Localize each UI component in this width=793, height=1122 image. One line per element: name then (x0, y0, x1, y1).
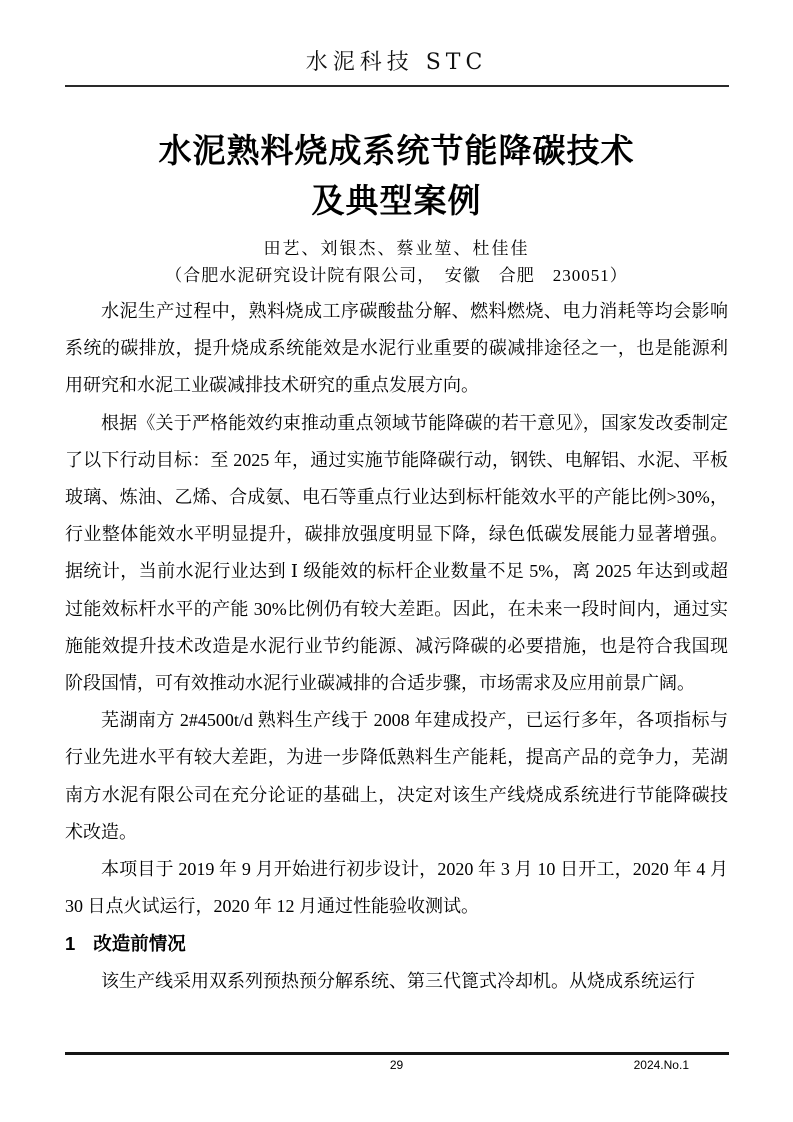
body-paragraph: 该生产线采用双系列预热预分解系统、第三代篦式冷却机。从烧成系统运行 (101, 970, 695, 991)
body-paragraph: 本项目于 2019 年 9 月开始进行初步设计，2020 年 3 月 10 日开工，2020 年 4 月 30 日点火试运行，2020 年 12 月通过性能验收测试。 (65, 859, 728, 917)
affiliation: （合肥水泥研究设计院有限公司， 安徽 合肥 230051） (165, 266, 628, 285)
section-heading-1 (65, 925, 728, 962)
article-title (0, 126, 793, 226)
footer-rule (65, 1052, 729, 1055)
authors: 田艺、刘银杰、蔡业堃、杜佳佳 (263, 239, 530, 258)
article-title-line2: 及典型案例 (311, 182, 482, 219)
body-paragraph: 芜湖南方 2#4500t/d 熟料生产线于 2008 年建成投产，已运行多年，各项指标与行业先进水平有较大差距，为进一步降低熟料生产能耗，提高产品的竞争力，芜湖南方水泥有限公司在充分论证的基础上，决定对该生产线烧成系统进行节能降碳技术改造。 (65, 710, 728, 842)
footer-issue-label: 2024.No.1 (633, 1058, 689, 1072)
journal-header-title: 水泥科技 STC (305, 50, 488, 75)
section-number: 1 (65, 933, 76, 955)
section-title: 改造前情况 (93, 933, 186, 955)
footer-page-number: 29 (389, 1058, 404, 1072)
article-body (65, 293, 728, 1000)
body-paragraph: 根据《关于严格能效约束推动重点领域节能降碳的若干意见》，国家发改委制定了以下行动目标：至 2025 年，通过实施节能降碳行动，钢铁、电解铝、水泥、平板玻璃、炼油、乙烯、合成氨、电石等重点行业达到标杆能效水平的产能比例>30%，行业整体能效水平明显提升，碳排放强度明显下降，绿色低碳发展能力显著增强。据统计，当前水泥行业达到 Ⅰ 级能效的标杆企业数量不足 5%，离 2025 年达到或超过能效标杆水平的产能 30%比例仍有较大差距。因此，在未来一段时间内，通过实施能效提升技术改造是水泥行业节约能源、减污降碳的必要措施，也是符合我国现阶段国情，可有效推动水泥行业碳减排的合适步骤，市场需求及应用前景广阔。 (65, 412, 728, 694)
header-rule (65, 85, 729, 87)
article-title-line1: 水泥熟料烧成系统节能降碳技术 (158, 132, 635, 169)
body-paragraph: 水泥生产过程中，熟料烧成工序碳酸盐分解、燃料燃烧、电力消耗等均会影响系统的碳排放，提升烧成系统能效是水泥行业重要的碳减排途径之一，也是能源利用研究和水泥工业碳减排技术研究的重点发展方向。 (65, 301, 728, 396)
